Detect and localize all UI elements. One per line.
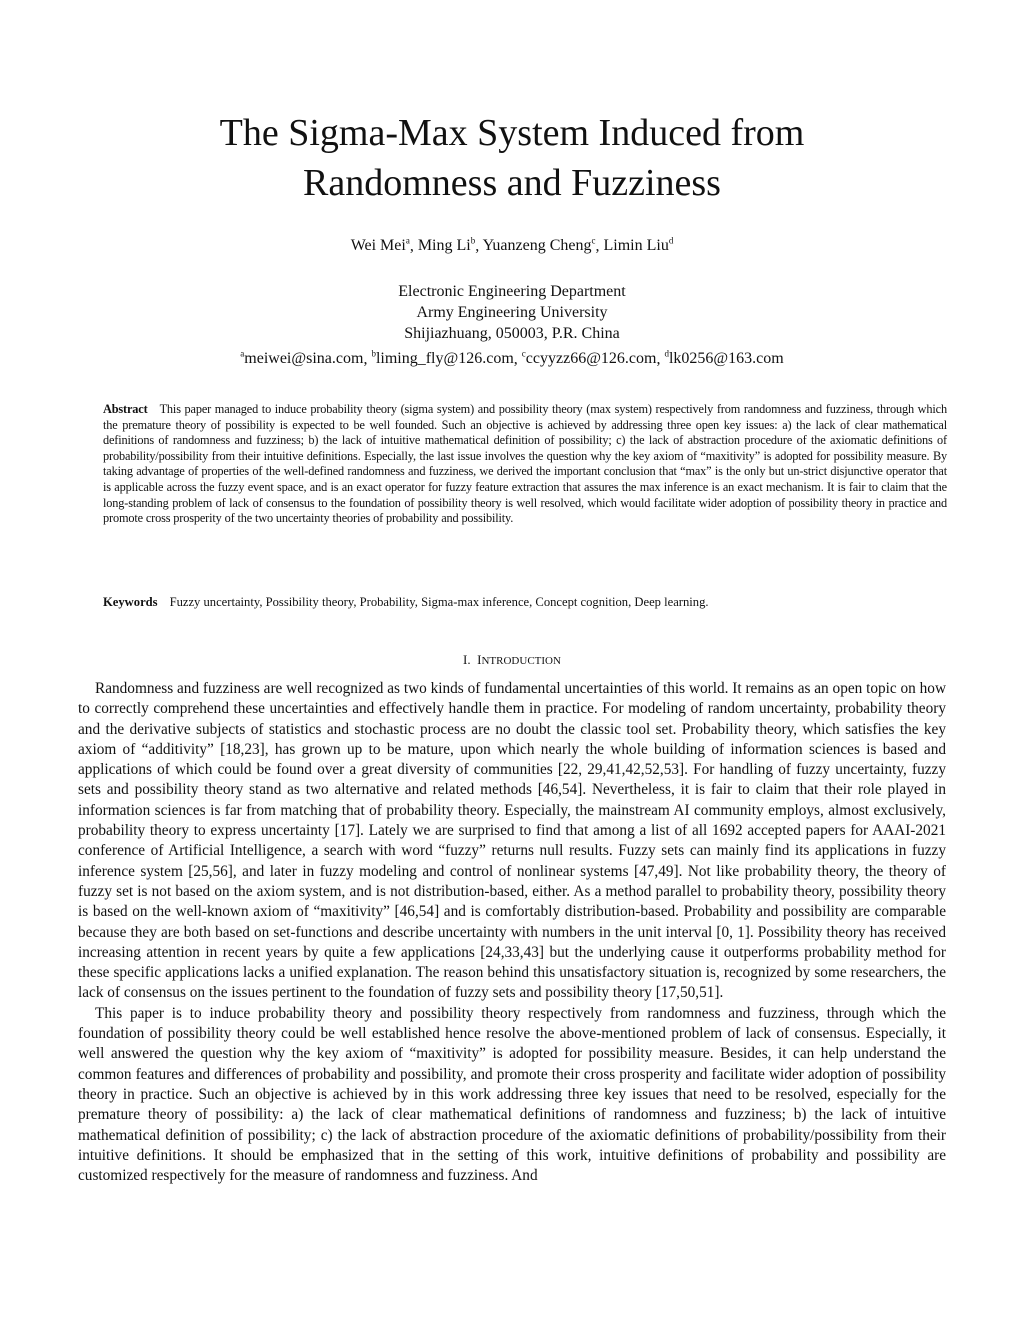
email: $^a$meiwei@sina.com [240,349,364,368]
author: Ming Li$^b$ [417,236,476,255]
affiliation-line: Electronic Engineering Department [398,283,626,300]
author: Limin Liu$^d$ [603,236,674,255]
body-text [78,679,946,1186]
title-line: Randomness and Fuzziness [303,162,721,204]
author-list: Wei Mei$^a$, Ming Li$^b$, Yuanzeng Cheng$^c$, Limin Liu$^d$ [350,236,674,255]
email: $^d$lk0256@163.com [664,349,784,368]
paragraph: Randomness and fuzziness are well recognized as two kinds of fundamental uncertainties of this world. It remains as an open topic on how to correctly comprehend these uncertainties and effectively handle them in practice. For modeling of random uncertainty, probability theory and the derivative subjects of statistics and stochastic process are no doubt the classic tool set. Probability theory, which satisfies the key axiom of “additivity” [18,23], has grown up to be mature, upon which nearly the whole building of information sciences is based and applications of which could be found over a great diversity of communities [22, 29,41,42,52,53]. For handling of fuzzy uncertainty, fuzzy sets and possibility theory stand as two alternative and related methods [46,54]. Nevertheless, it is fair to claim that their role played in information sciences is far from matching that of probability theory. Especially, the mainstream AI community employs, almost exclusively, probability theory to express uncertainty [17]. Lately we are surprised to find that among a list of all 1692 accepted papers for AAAI-2021 conference of Artificial Intelligence, a search with word “fuzzy” returns null results. Fuzzy sets can mainly find its applications in fuzzy inference system [25,56], and later in fuzzy modeling and control of nonlinear systems [47,49]. Not like probability theory, the theory of fuzzy set is not based on the axiom system, and is not distribution-based, either. As a method parallel to probability theory, possibility theory is based on the well-known axiom of “maxitivity” [46,54] and is comfortably distribution-based. Probability and possibility are comparable because they are both based on set-functions and describe uncertainty with numbers in the unit interval [0, 1]. Possibility theory has received increasing attention in recent years by quite a few applications [24,33,43] but the underlying cause it outperforms probability method for these specific applications lacks a unified explanation. The reason behind this unsatisfactory situation is, recognized by some researchers, the lack of consensus on the issues pertinent to the foundation of fuzzy sets and possibility theory [17,50,51]. [78,680,946,1002]
author: Yuanzeng Cheng$^c$ [482,236,596,255]
email-list: $^a$meiwei@sina.com, $^b$liming_fly@126.com, $^c$ccyyzz66@126.com, $^d$lk0256@163.com [240,349,784,368]
abstract-label: Abstract [103,402,148,416]
affiliation [0,281,1024,369]
abstract-text: This paper managed to induce probability theory (sigma system) and possibility theory (max system) respectively from randomness and fuzziness, through which the premature theory of possibility is expected to be well founded. Such an objective is achieved by addressing three open key issues: a) the lack of clear mathematical definitions of randomness and fuzziness; b) the lack of intuitive mathematical definition of possibility; c) the lack of abstraction procedure of the axiomatic definitions of probability/possibility from their intuitive definitions. Especially, the last issue involves the question why the key axiom of “maxitivity” is adopted for possibility measure. By taking advantage of properties of the well-defined randomness and fuzziness, we derived the important conclusion that “max” is the only but un-strict disjunctive operator that is applicable across the fuzzy event space, and is an exact operator for fuzzy feature extraction that assures the max inference is an exact mechanism. It is fair to claim that the long-standing problem of lack of consensus to the foundation of possibility theory is well resolved, which would facilitate wider adoption of possibility theory in practice and promote cross prosperity of the two uncertainty theories of probability and possibility. [103,402,947,526]
email: $^c$ccyyzz66@126.com [521,349,657,368]
keywords [103,595,947,610]
paragraph: This paper is to induce probability theory and possibility theory respectively from randomness and fuzziness, through which the foundation of possibility theory could be well established hence resolve the above-mentioned problem of lack of consensus. Especially, it well answered the question why the key axiom of “maxitivity” is adopted for possibility measure. Besides, it can help understand the common features and differences of probability and possibility, and promote their cross prosperity and facilitate wider adoption of possibility theory in practice. Such an objective is achieved by in this work addressing three key issues that need to be resolved, especially for the premature theory of possibility: a) the lack of clear mathematical definitions of randomness and fuzziness; b) the lack of intuitive mathematical definition of possibility; c) the lack of abstraction procedure of the axiomatic definitions of probability/possibility from their intuitive definitions. It should be emphasized that in the setting of this work, intuitive definitions of probability and possibility are customized respectively for the measure of randomness and fuzziness. And [78,1004,946,1185]
abstract [103,402,947,527]
keywords-text: Fuzzy uncertainty, Possibility theory, Probability, Sigma-max inference, Concept cognition, Deep learning. [169,595,709,609]
affiliation-line: Shijiazhuang, 050003, P.R. China [404,325,620,342]
email: $^b$liming_fly@126.com [371,349,514,368]
section-heading: I. INTRODUCTION [463,652,561,667]
keywords-label: Keywords [103,595,158,609]
paper-title [0,108,1024,208]
author: Wei Mei$^a$ [350,236,410,255]
affiliation-line: Army Engineering University [416,304,608,321]
title-line: The Sigma-Max System Induced from [219,112,805,154]
